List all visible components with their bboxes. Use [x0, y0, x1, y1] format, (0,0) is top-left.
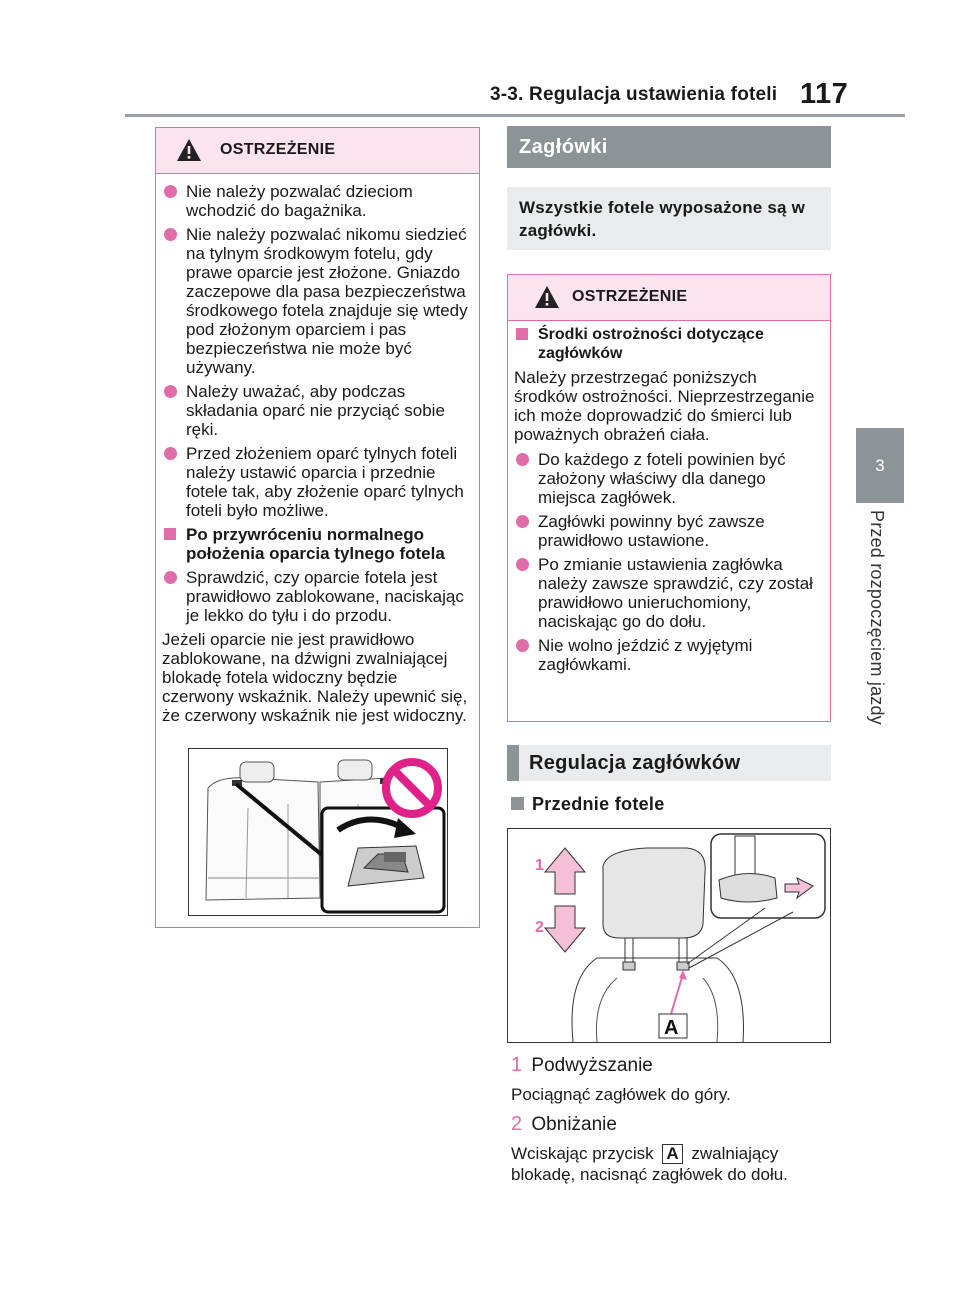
warning-box-left — [155, 127, 480, 928]
figure-label-up: 1 — [535, 857, 544, 874]
warning-item: Zagłówki powinny być zawsze prawidłowo ustawione. — [514, 512, 822, 550]
warning-box-right — [507, 274, 831, 722]
warning-subheading: Środki ostrożności dotyczące zagłówków — [514, 325, 822, 363]
warning-item: Do każdego z foteli powinien być założony właściwy dla danego miejsca zagłówek. — [514, 450, 822, 507]
square-bullet-icon — [511, 797, 524, 810]
square-bullet-icon — [164, 528, 176, 540]
chapter-label: Przed rozpoczęciem jazdy — [867, 510, 887, 725]
step-1-number: 1 — [511, 1054, 523, 1076]
chapter-tab: 3 — [856, 428, 904, 503]
bullet-icon — [516, 639, 529, 652]
bullet-icon — [516, 558, 529, 571]
warning-item: Sprawdzić, czy oparcie fotela jest prawidłowo zablokowane, naciskając je lekko do tyłu i do przodu. — [162, 568, 471, 625]
warning-item: Nie należy pozwalać dzieciom wchodzić do bagażnika. — [162, 182, 471, 220]
warning-item: Należy uważać, aby podczas składania oparć nie przyciąć sobie ręki. — [162, 382, 471, 439]
warning-subheading: Po przywróceniu normalnego położenia oparcia tylnego fotela — [162, 525, 471, 563]
bullet-icon — [164, 571, 177, 584]
bullet-icon — [516, 515, 529, 528]
warning-header — [508, 275, 830, 321]
figure-label-button: A — [664, 1017, 679, 1039]
step-1-title: 1 Podwyższanie — [511, 1054, 653, 1076]
bullet-icon — [164, 385, 177, 398]
step-1-text: Pociągnąć zagłówek do góry. — [511, 1085, 731, 1104]
headrest-illustration — [507, 828, 831, 1043]
warning-item: Nie należy pozwalać nikomu siedzieć na tylnym środkowym fotelu, gdy prawe oparcie jest złożone. Gniazdo zaczepowe dla pasa bezpieczeństwa środkowego fotela znajduje się wtedy pod złożonym oparciem i pas bezpieczeństwa nie może być używany. — [162, 225, 471, 377]
header-rule — [125, 114, 905, 117]
warning-item: Przed złożeniem oparć tylnych foteli należy ustawić oparcia i przednie fotele tak, aby złożenie oparć tylnych foteli było możliwe. — [162, 444, 471, 520]
step-2-title: 2 Obniżanie — [511, 1113, 617, 1135]
warning-item: Po zmianie ustawienia zagłówka należy zawsze sprawdzić, czy został prawidłowo unieruchomiony, naciskając go do dołu. — [514, 555, 822, 631]
headrests-intro: Wszystkie fotele wyposażone są w zagłówki. — [507, 187, 831, 250]
bullet-icon — [516, 453, 529, 466]
bullet-icon — [164, 447, 177, 460]
warning-paragraph: Jeżeli oparcie nie jest prawidłowo zablokowane, na dźwigni zwalniającej blokadę fotela widoczny będzie czerwony wskaźnik. Należy upewnić się, że czerwony wskaźnik nie jest widoczny. — [162, 630, 468, 725]
page-number: 117 — [800, 78, 849, 110]
warning-item: Nie wolno jeździć z wyjętymi zagłówkami. — [514, 636, 822, 674]
step-2-text: Wciskając przycisk A zwalniający blokadę, nacisnąć zagłówek do dołu. — [511, 1144, 788, 1184]
subheading-front-seats: Przednie fotele — [511, 794, 665, 815]
warning-title: OSTRZEŻENIE — [220, 141, 336, 158]
button-a-label: A — [662, 1144, 682, 1164]
warning-triangle-icon — [534, 285, 560, 309]
figure-label-down: 2 — [535, 919, 544, 936]
square-bullet-icon — [516, 328, 528, 340]
warning-title: OSTRZEŻENIE — [572, 288, 688, 305]
rear-seat-illustration — [188, 748, 448, 916]
warning-triangle-icon — [176, 138, 202, 162]
section-title: 3-3. Regulacja ustawienia foteli — [490, 84, 778, 105]
warning-paragraph: Należy przestrzegać poniższych środków ostrożności. Nieprzestrzeganie ich może doprowadzić do śmierci lub poważnych obrażeń ciała. — [514, 368, 815, 444]
step-2-number: 2 — [511, 1113, 523, 1135]
section-heading-headrests: Zagłówki — [507, 126, 831, 168]
bullet-icon — [164, 228, 177, 241]
warning-header — [156, 128, 479, 174]
section-heading-adjustment: Regulacja zagłówków — [507, 745, 831, 781]
bullet-icon — [164, 185, 177, 198]
